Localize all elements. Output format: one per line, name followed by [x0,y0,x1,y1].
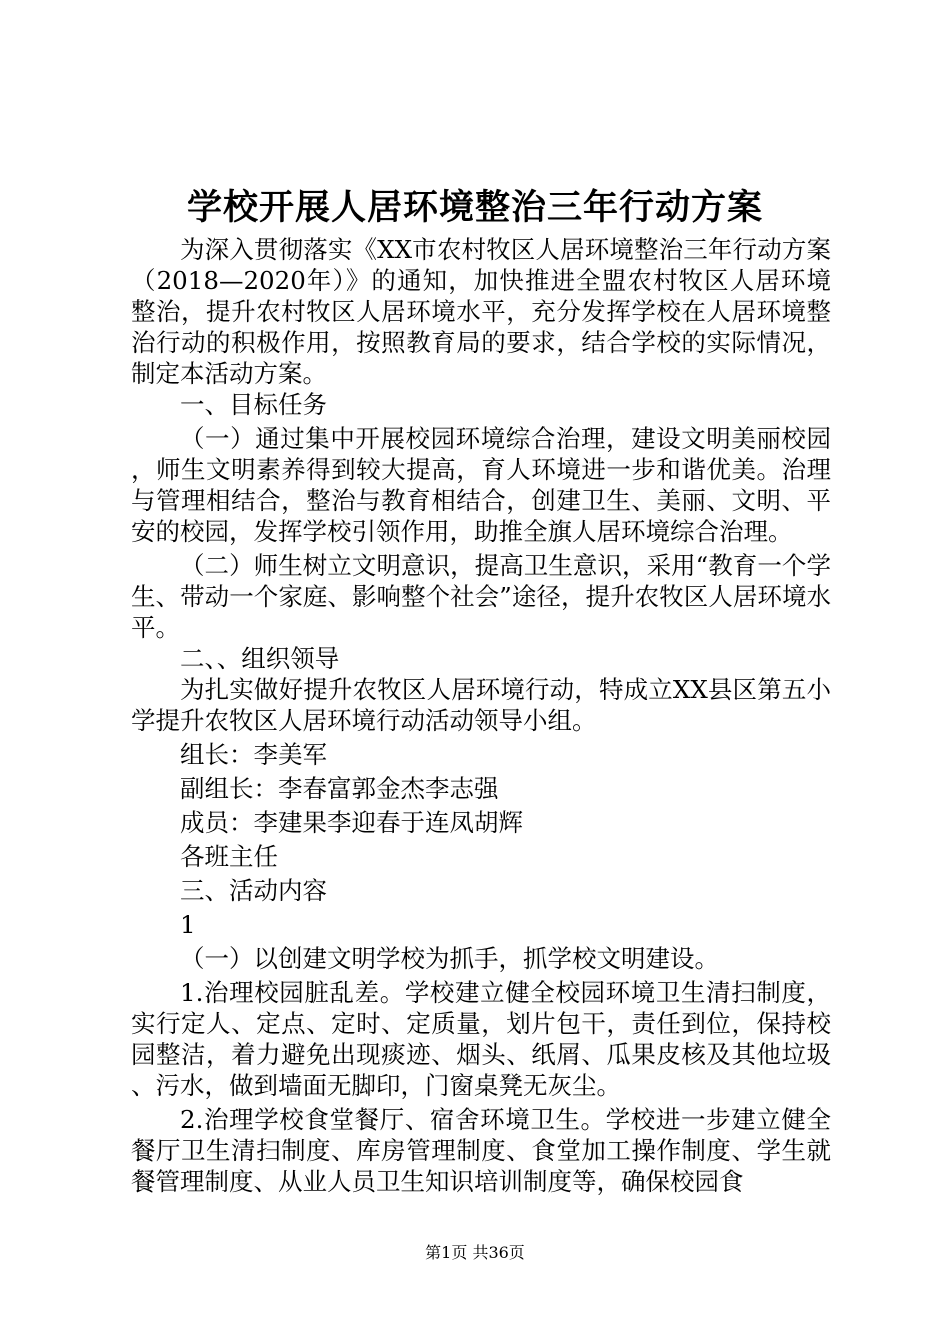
activity-heading-1: （一）以创建文明学校为抓手，抓学校文明建设。 [180,944,719,973]
activity-item-1: 1.治理校园脏乱差。学校建立健全校园环境卫生清扫制度，实行定人、定点、定时、定质量，划片包干，责任到位，保持校园整洁，着力避免出现痰迹、烟头、纸屑、瓜果皮核及其他垃圾、污水，做到墙面无脚印，门窗桌凳无灰尘。 [131,978,831,1100]
document-body [131,234,831,1197]
activity-item-2: 2.治理学校食堂餐厅、宿舍环境卫生。学校进一步建立健全餐厅卫生清扫制度、库房管理制度、食堂加工操作制度、学生就餐管理制度、从业人员卫生知识培训制度等，确保校园食 [131,1105,831,1196]
section-heading-organization: 二、、组织领导 [180,644,340,673]
deputy-leader-line: 副组长：李春富郭金杰李志强 [180,774,499,803]
class-teachers-line: 各班主任 [180,842,278,871]
document-title: 学校开展人居环境整治三年行动方案 [186,187,763,228]
goal-paragraph-2: （二）师生树立文明意识，提高卫生意识，采用“教育一个学生、带动一个家庭、影响整个社会”途径，提升农牧区人居环境水平。 [131,551,831,642]
page-footer: 第1页 共36页 [425,1243,525,1262]
leader-line: 组长：李美军 [180,740,327,769]
intro-paragraph: 为深入贯彻落实《XX市农村牧区人居环境整治三年行动方案（2018—2020年）》的通知，加快推进全盟农村牧区人居环境整治，提升农村牧区人居环境水平，充分发挥学校在人居环境整治行动的积极作用，按照教育局的要求，结合学校的实际情况，制定本活动方案。 [131,235,831,388]
members-line: 成员：李建果李迎春于连凤胡辉 [180,808,523,837]
page-marker: 1 [180,910,196,939]
goal-paragraph-1: （一）通过集中开展校园环境综合治理，建设文明美丽校园，师生文明素养得到较大提高，育人环境进一步和谐优美。治理与管理相结合，整治与教育相结合，创建卫生、美丽、文明、平安的校园，发挥学校引领作用，助推全旗人居环境综合治理。 [131,424,831,546]
section-heading-goals: 一、目标任务 [180,390,327,419]
section-heading-activities: 三、活动内容 [180,876,327,905]
organization-paragraph: 为扎实做好提升农牧区人居环境行动，特成立XX县区第五小学提升农牧区人居环境行动活动领导小组。 [131,675,831,735]
